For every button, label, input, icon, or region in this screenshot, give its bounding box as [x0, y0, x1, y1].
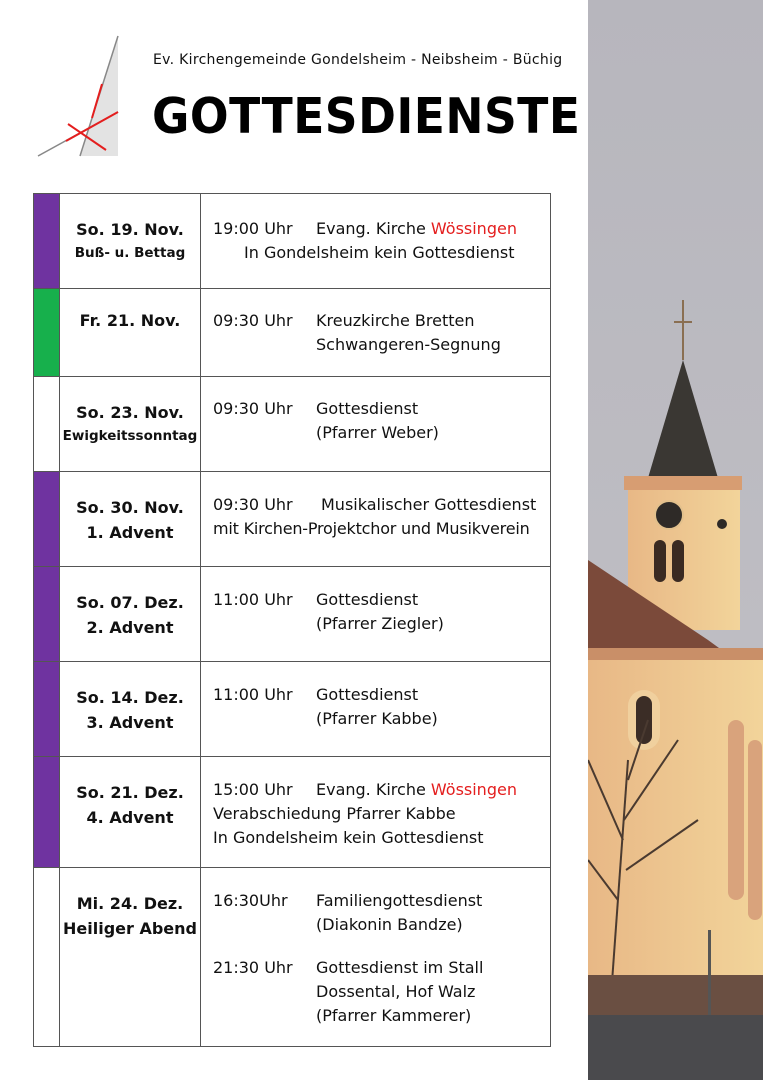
service-time: 09:30 Uhr [213, 311, 293, 330]
service-note: In Gondelsheim kein Gottesdienst [244, 243, 515, 262]
details-cell [201, 757, 551, 868]
details-cell [201, 472, 551, 567]
service-description-3: (Pfarrer Kammerer) [316, 1006, 472, 1025]
service-description: Gottesdienst im Stall [316, 958, 484, 977]
service-description: Familiengottesdienst [316, 891, 483, 910]
service-place-highlight: Wössingen [430, 219, 517, 238]
service-occasion: 1. Advent [86, 523, 174, 542]
service-time: 11:00 Uhr [213, 685, 293, 704]
service-date: So. 19. Nov. [76, 220, 184, 239]
service-row [34, 194, 551, 289]
service-time: 15:00 Uhr [213, 780, 293, 799]
details-cell [201, 194, 551, 289]
service-date: So. 30. Nov. [76, 498, 184, 517]
service-time: 19:00 Uhr [213, 219, 293, 238]
service-occasion: 3. Advent [86, 713, 174, 732]
service-line-3: In Gondelsheim kein Gottesdienst [213, 828, 484, 847]
service-time: 11:00 Uhr [213, 590, 293, 609]
service-date: So. 07. Dez. [76, 593, 184, 612]
church-photo [588, 0, 763, 1080]
service-description-2: (Pfarrer Weber) [316, 423, 439, 442]
service-description-2: Dossental, Hof Walz [316, 982, 476, 1001]
service-time: 21:30 Uhr [213, 958, 293, 977]
date-cell [60, 472, 201, 567]
date-cell [60, 377, 201, 472]
details-cell [201, 377, 551, 472]
service-schedule-table [33, 193, 551, 1047]
service-place-highlight: Wössingen [430, 780, 517, 799]
service-row [34, 567, 551, 662]
service-date: So. 21. Dez. [76, 783, 184, 802]
service-row [34, 868, 551, 1047]
service-occasion: Ewigkeitssonntag [62, 428, 198, 444]
service-occasion: 4. Advent [86, 808, 174, 827]
page-title: GOTTESDIENSTE [152, 88, 581, 145]
service-row [34, 472, 551, 567]
service-time: 16:30Uhr [213, 891, 288, 910]
service-line-2: Verabschiedung Pfarrer Kabbe [213, 804, 456, 823]
season-color-bar [34, 757, 60, 868]
service-occasion: Buß- u. Bettag [74, 245, 186, 261]
service-description-2: Schwangeren-Segnung [316, 335, 501, 354]
service-occasion: 2. Advent [86, 618, 174, 637]
service-row [34, 662, 551, 757]
details-cell [201, 567, 551, 662]
service-description: Gottesdienst [316, 685, 419, 704]
date-cell [60, 289, 201, 377]
service-occasion: Heiliger Abend [63, 919, 197, 938]
parish-name: Ev. Kirchengemeinde Gondelsheim - Neibsheim - Büchig [153, 52, 563, 68]
parish-logo [36, 32, 122, 160]
details-cell [201, 868, 551, 1047]
season-color-bar [34, 567, 60, 662]
service-place: Evang. Kirche [316, 780, 431, 799]
details-cell [201, 289, 551, 377]
date-cell [60, 868, 201, 1047]
service-row [34, 377, 551, 472]
season-color-bar [34, 377, 60, 472]
service-description: Gottesdienst [316, 590, 419, 609]
details-cell [201, 662, 551, 757]
service-description-2: (Pfarrer Ziegler) [316, 614, 444, 633]
service-description-2: (Diakonin Bandze) [316, 915, 463, 934]
service-time: 09:30 Uhr [213, 399, 293, 418]
service-place: Evang. Kirche [316, 219, 431, 238]
date-cell [60, 194, 201, 289]
season-color-bar [34, 289, 60, 377]
service-date: Mi. 24. Dez. [76, 894, 184, 913]
service-description-2: mit Kirchen-Projektchor und Musikverein [213, 519, 530, 538]
service-description-2: (Pfarrer Kabbe) [316, 709, 438, 728]
service-description: Musikalischer Gottesdienst [321, 495, 537, 514]
service-date: So. 14. Dez. [76, 688, 184, 707]
service-row [34, 757, 551, 868]
date-cell [60, 567, 201, 662]
season-color-bar [34, 194, 60, 289]
service-row [34, 289, 551, 377]
service-time: 09:30 Uhr [213, 495, 293, 514]
season-color-bar [34, 662, 60, 757]
service-date: So. 23. Nov. [76, 403, 184, 422]
date-cell [60, 662, 201, 757]
season-color-bar [34, 868, 60, 1047]
service-description: Gottesdienst [316, 399, 419, 418]
season-color-bar [34, 472, 60, 567]
service-date: Fr. 21. Nov. [79, 311, 181, 330]
date-cell [60, 757, 201, 868]
service-description: Kreuzkirche Bretten [316, 311, 475, 330]
